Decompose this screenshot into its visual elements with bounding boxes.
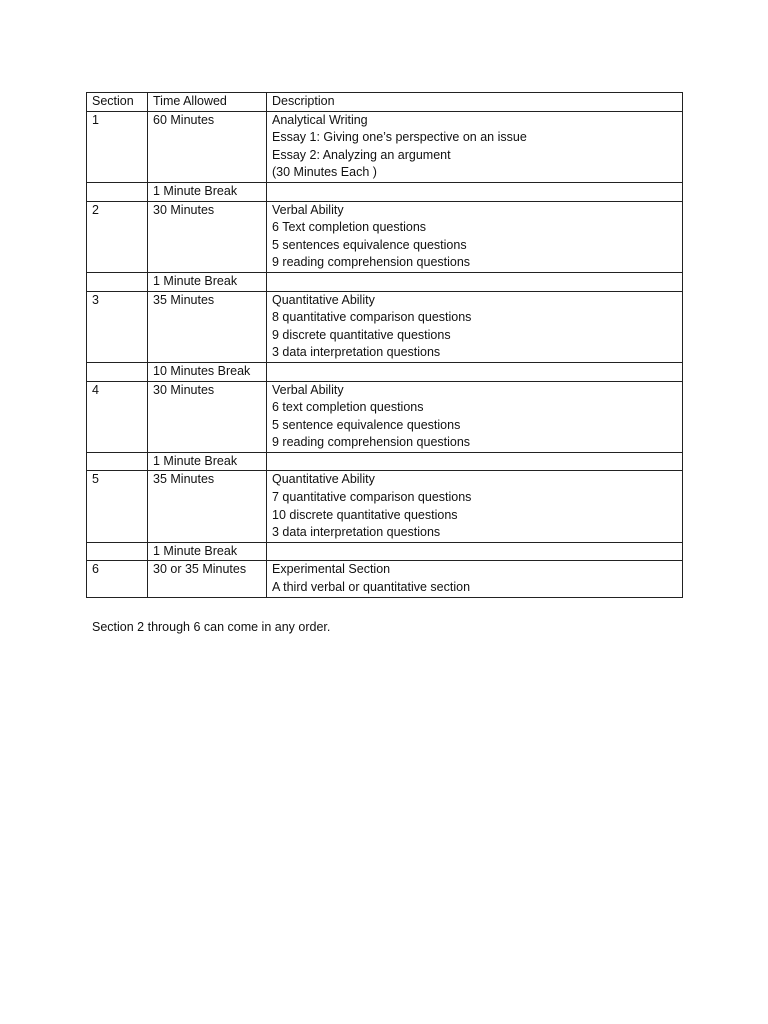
table-header-row: [87, 93, 683, 112]
time-allowed-cell: 1 Minute Break: [148, 182, 267, 201]
break-row: [87, 362, 683, 381]
description-cell: [267, 362, 683, 381]
time-allowed-cell: 30 Minutes: [148, 381, 267, 452]
description-cell: [267, 381, 683, 452]
time-allowed-cell: 35 Minutes: [148, 471, 267, 542]
description-line: 8 quantitative comparison questions: [272, 310, 472, 325]
break-row: [87, 182, 683, 201]
description-cell: [267, 272, 683, 291]
break-row: [87, 272, 683, 291]
table-row: [87, 471, 683, 542]
time-allowed-cell: 10 Minutes Break: [148, 362, 267, 381]
header-description: Description: [267, 93, 683, 112]
description-line: Quantitative Ability: [272, 472, 375, 487]
table-row: [87, 291, 683, 362]
description-line: Essay 2: Analyzing an argument: [272, 147, 451, 162]
description-line: 9 reading comprehension questions: [272, 435, 471, 450]
description-line: 3 data interpretation questions: [272, 525, 441, 540]
section-cell: 3: [87, 291, 148, 362]
break-row: [87, 542, 683, 561]
description-line: Essay 1: Giving one’s perspective on an issue: [272, 130, 527, 145]
section-cell: 2: [87, 201, 148, 272]
description-line: 6 Text completion questions: [272, 220, 427, 235]
section-cell: [87, 542, 148, 561]
description-cell: [267, 561, 683, 597]
description-line: Experimental Section: [272, 562, 391, 577]
description-cell: [267, 471, 683, 542]
description-cell: [267, 201, 683, 272]
description-cell: [267, 182, 683, 201]
section-cell: 1: [87, 111, 148, 182]
description-line: 10 discrete quantitative questions: [272, 507, 458, 522]
description-line: Verbal Ability: [272, 382, 344, 397]
table-row: [87, 561, 683, 597]
description-cell: [267, 542, 683, 561]
description-line: Verbal Ability: [272, 202, 344, 217]
description-cell: [267, 452, 683, 471]
section-cell: [87, 272, 148, 291]
description-line: 9 discrete quantitative questions: [272, 327, 451, 342]
table-row: [87, 381, 683, 452]
description-line: 3 data interpretation questions: [272, 345, 441, 360]
break-row: [87, 452, 683, 471]
section-cell: [87, 362, 148, 381]
time-allowed-cell: 35 Minutes: [148, 291, 267, 362]
time-allowed-cell: 60 Minutes: [148, 111, 267, 182]
description-line: 5 sentence equivalence questions: [272, 417, 461, 432]
time-allowed-cell: 30 Minutes: [148, 201, 267, 272]
description-cell: [267, 111, 683, 182]
time-allowed-cell: 30 or 35 Minutes: [148, 561, 267, 597]
time-allowed-cell: 1 Minute Break: [148, 452, 267, 471]
description-cell: [267, 291, 683, 362]
exam-schedule-table: [86, 92, 683, 598]
header-time-allowed: Time Allowed: [148, 93, 267, 112]
table-row: [87, 111, 683, 182]
header-section: Section: [87, 93, 148, 112]
time-allowed-cell: 1 Minute Break: [148, 272, 267, 291]
description-line: 6 text completion questions: [272, 400, 424, 415]
description-line: (30 Minutes Each ): [272, 165, 377, 180]
description-line: 7 quantitative comparison questions: [272, 490, 472, 505]
description-line: 9 reading comprehension questions: [272, 255, 471, 270]
description-line: Quantitative Ability: [272, 292, 375, 307]
section-cell: 4: [87, 381, 148, 452]
time-allowed-cell: 1 Minute Break: [148, 542, 267, 561]
description-line: Analytical Writing: [272, 112, 368, 127]
description-line: A third verbal or quantitative section: [272, 580, 471, 595]
section-cell: [87, 182, 148, 201]
footer-note: Section 2 through 6 can come in any order.: [92, 620, 331, 634]
table-row: [87, 201, 683, 272]
section-cell: [87, 452, 148, 471]
section-cell: 6: [87, 561, 148, 597]
section-cell: 5: [87, 471, 148, 542]
description-line: 5 sentences equivalence questions: [272, 237, 467, 252]
